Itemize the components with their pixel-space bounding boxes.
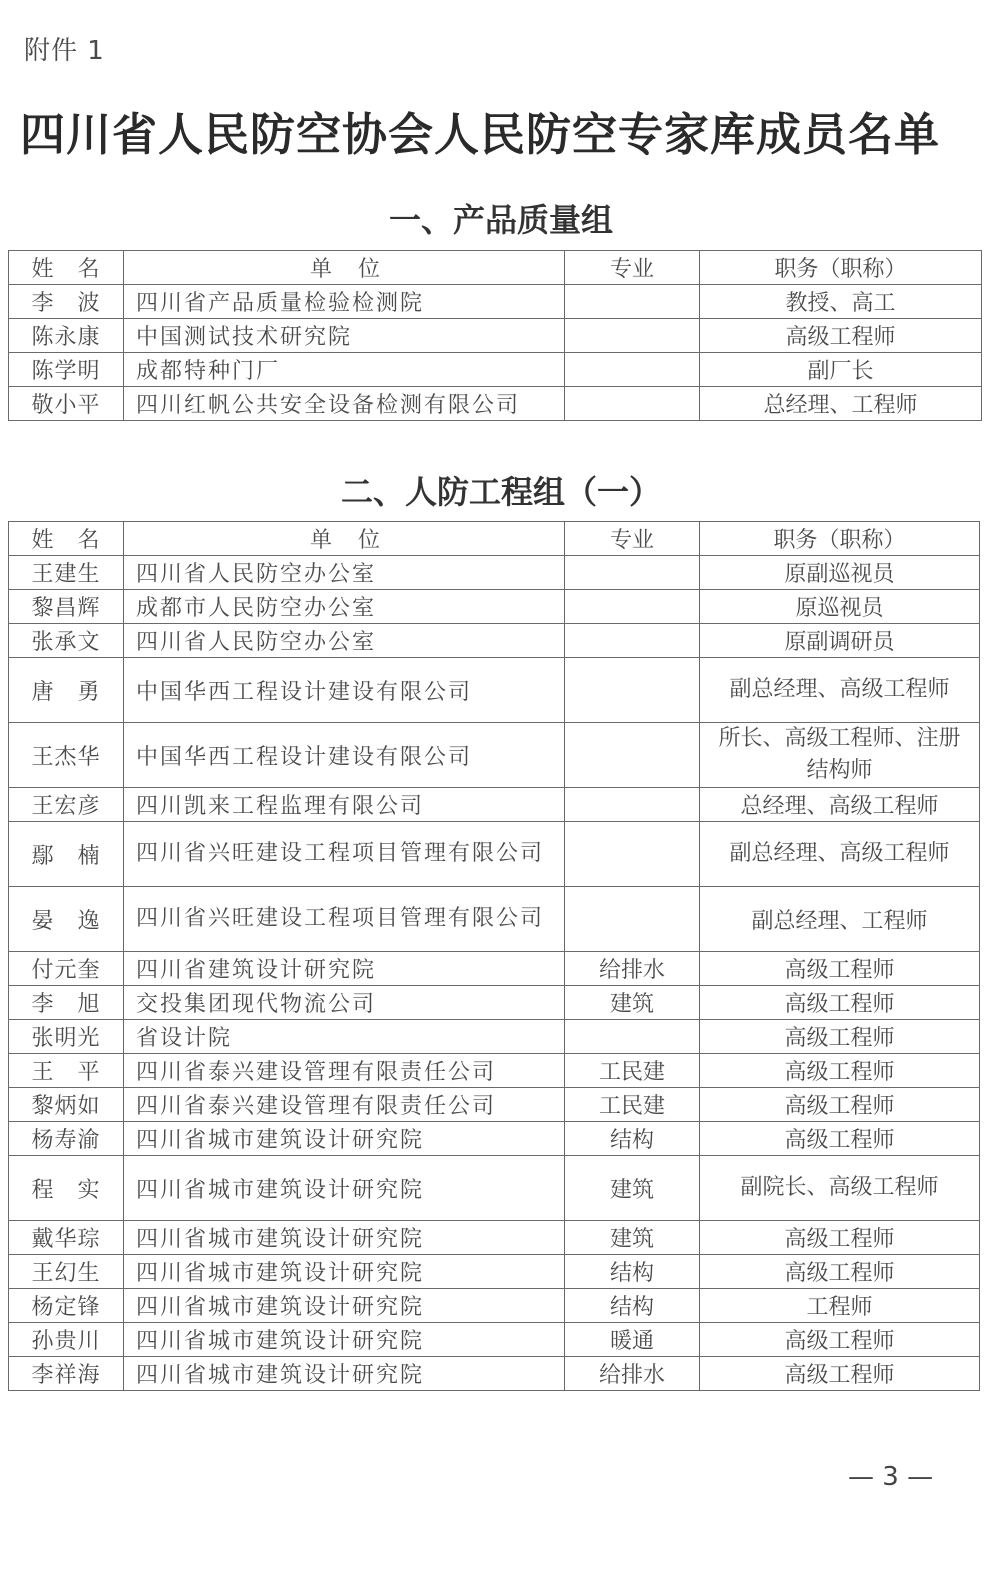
table-row: [9, 1289, 980, 1323]
cell-unit: 交投集团现代物流公司: [124, 986, 565, 1020]
cell-title: 原副巡视员: [700, 556, 980, 590]
cell-unit: 四川省城市建筑设计研究院: [124, 1323, 565, 1357]
cell-unit: 省设计院: [124, 1020, 565, 1054]
table-row: [9, 556, 980, 590]
cell-title: 副总经理、高级工程师: [700, 658, 980, 723]
cell-name: 孙贵川: [9, 1323, 124, 1357]
cell-name: 杨寿渝: [9, 1122, 124, 1156]
cell-major: 暖通: [565, 1323, 700, 1357]
cell-name: 王 平: [9, 1054, 124, 1088]
cell-major: 结构: [565, 1289, 700, 1323]
cell-title: 高级工程师: [700, 986, 980, 1020]
cell-major: [565, 624, 700, 658]
cell-major: 结构: [565, 1122, 700, 1156]
header-title: 职务（职称）: [700, 522, 980, 556]
section-1-title: 一、产品质量组: [388, 201, 613, 239]
table-row: [9, 1323, 980, 1357]
cell-name: 唐 勇: [9, 658, 124, 723]
cell-title: 高级工程师: [700, 1088, 980, 1122]
cell-name: 付元奎: [9, 952, 124, 986]
cell-major: 结构: [565, 1255, 700, 1289]
cell-unit: 四川省产品质量检验检测院: [124, 285, 565, 319]
cell-title: 原巡视员: [700, 590, 980, 624]
cell-unit: 四川省城市建筑设计研究院: [124, 1357, 565, 1391]
cell-name: 王杰华: [9, 723, 124, 788]
header-name: 姓 名: [9, 522, 124, 556]
cell-name: 杨定锋: [9, 1289, 124, 1323]
cell-unit: 四川省兴旺建设工程项目管理有限公司: [124, 822, 565, 887]
table-header-row: [9, 251, 982, 285]
cell-unit: 四川省人民防空办公室: [124, 556, 565, 590]
section-2-title: 二、人防工程组（一）: [340, 473, 661, 511]
cell-major: [565, 723, 700, 788]
cell-unit: 四川省人民防空办公室: [124, 624, 565, 658]
cell-title: 高级工程师: [700, 1054, 980, 1088]
cell-unit: 中国华西工程设计建设有限公司: [124, 658, 565, 723]
cell-name: 黎昌辉: [9, 590, 124, 624]
cell-unit: 中国华西工程设计建设有限公司: [124, 723, 565, 788]
cell-name: 晏 逸: [9, 887, 124, 952]
product-quality-table: [8, 250, 982, 421]
cell-title: 高级工程师: [700, 1255, 980, 1289]
cell-major: [565, 387, 700, 421]
cell-major: 建筑: [565, 1221, 700, 1255]
header-major: 专业: [565, 251, 700, 285]
document-title: 四川省人民防空协会人民防空专家库成员名单: [20, 108, 941, 161]
cell-name: 鄢 楠: [9, 822, 124, 887]
cell-major: [565, 887, 700, 952]
cell-title: 原副调研员: [700, 624, 980, 658]
cell-name: 王宏彦: [9, 788, 124, 822]
cell-name: 李 波: [9, 285, 124, 319]
cell-major: [565, 319, 700, 353]
cell-unit: 四川省城市建筑设计研究院: [124, 1156, 565, 1221]
cell-name: 张承文: [9, 624, 124, 658]
cell-name: 戴华琮: [9, 1221, 124, 1255]
cell-title: 高级工程师: [700, 1122, 980, 1156]
cell-major: 给排水: [565, 952, 700, 986]
cell-title: 高级工程师: [700, 952, 980, 986]
cell-unit: 成都特种门厂: [124, 353, 565, 387]
table-row: [9, 1122, 980, 1156]
cell-major: 建筑: [565, 1156, 700, 1221]
table-body: [9, 285, 982, 421]
table-row: [9, 387, 982, 421]
header-major: 专业: [565, 522, 700, 556]
table-row: [9, 624, 980, 658]
table-row: [9, 887, 980, 952]
cell-major: [565, 556, 700, 590]
cell-unit: 四川凯来工程监理有限公司: [124, 788, 565, 822]
header-unit: 单 位: [124, 251, 565, 285]
cell-title: 高级工程师: [700, 1020, 980, 1054]
cell-unit: 四川省兴旺建设工程项目管理有限公司: [124, 887, 565, 952]
table-row: [9, 1357, 980, 1391]
table-body: [9, 556, 980, 1391]
table-row: [9, 353, 982, 387]
cell-major: [565, 822, 700, 887]
cell-unit: 四川红帆公共安全设备检测有限公司: [124, 387, 565, 421]
cell-unit: 四川省泰兴建设管理有限责任公司: [124, 1088, 565, 1122]
cell-title: 教授、高工: [700, 285, 982, 319]
cell-title: 副厂长: [700, 353, 982, 387]
table-header-row: [9, 522, 980, 556]
cell-major: 给排水: [565, 1357, 700, 1391]
cell-title: 高级工程师: [700, 1221, 980, 1255]
table-row: [9, 1255, 980, 1289]
cell-unit: 四川省城市建筑设计研究院: [124, 1221, 565, 1255]
table-row: [9, 822, 980, 887]
cell-name: 程 实: [9, 1156, 124, 1221]
table-row: [9, 723, 980, 788]
header-unit: 单 位: [124, 522, 565, 556]
cell-major: 工民建: [565, 1088, 700, 1122]
cell-major: [565, 658, 700, 723]
cell-name: 王幻生: [9, 1255, 124, 1289]
cell-major: [565, 590, 700, 624]
cell-name: 陈永康: [9, 319, 124, 353]
cell-major: [565, 353, 700, 387]
table-row: [9, 590, 980, 624]
cell-title: 副院长、高级工程师: [700, 1156, 980, 1221]
cell-title: 总经理、工程师: [700, 387, 982, 421]
cell-name: 陈学明: [9, 353, 124, 387]
cell-title: 总经理、高级工程师: [700, 788, 980, 822]
table-row: [9, 658, 980, 723]
cell-unit: 四川省城市建筑设计研究院: [124, 1122, 565, 1156]
cell-title: 高级工程师: [700, 1323, 980, 1357]
cell-title: 副总经理、高级工程师: [700, 822, 980, 887]
cell-name: 黎炳如: [9, 1088, 124, 1122]
cell-name: 敬小平: [9, 387, 124, 421]
header-title: 职务（职称）: [700, 251, 982, 285]
table-row: [9, 1156, 980, 1221]
cell-title: 工程师: [700, 1289, 980, 1323]
cell-name: 李祥海: [9, 1357, 124, 1391]
cell-unit: 四川省城市建筑设计研究院: [124, 1255, 565, 1289]
cell-title: 高级工程师: [700, 1357, 980, 1391]
cell-major: [565, 1020, 700, 1054]
table-row: [9, 952, 980, 986]
table-row: [9, 1054, 980, 1088]
cell-name: 张明光: [9, 1020, 124, 1054]
cell-unit: 成都市人民防空办公室: [124, 590, 565, 624]
cell-title: 所长、高级工程师、注册结构师: [700, 723, 980, 788]
civil-defense-engineering-table: [8, 521, 980, 1391]
cell-major: 工民建: [565, 1054, 700, 1088]
cell-unit: 四川省泰兴建设管理有限责任公司: [124, 1054, 565, 1088]
cell-unit: 四川省城市建筑设计研究院: [124, 1289, 565, 1323]
cell-title: 高级工程师: [700, 319, 982, 353]
cell-major: [565, 285, 700, 319]
table-row: [9, 285, 982, 319]
table-row: [9, 1221, 980, 1255]
cell-major: 建筑: [565, 986, 700, 1020]
cell-name: 王建生: [9, 556, 124, 590]
page-number: — 3 —: [848, 1462, 934, 1492]
cell-major: [565, 788, 700, 822]
cell-unit: 中国测试技术研究院: [124, 319, 565, 353]
table-row: [9, 319, 982, 353]
table-row: [9, 788, 980, 822]
table-row: [9, 1020, 980, 1054]
table-row: [9, 1088, 980, 1122]
cell-name: 李 旭: [9, 986, 124, 1020]
header-name: 姓 名: [9, 251, 124, 285]
table-row: [9, 986, 980, 1020]
cell-title: 副总经理、工程师: [700, 887, 980, 952]
cell-unit: 四川省建筑设计研究院: [124, 952, 565, 986]
attachment-label: 附件 1: [24, 36, 105, 66]
